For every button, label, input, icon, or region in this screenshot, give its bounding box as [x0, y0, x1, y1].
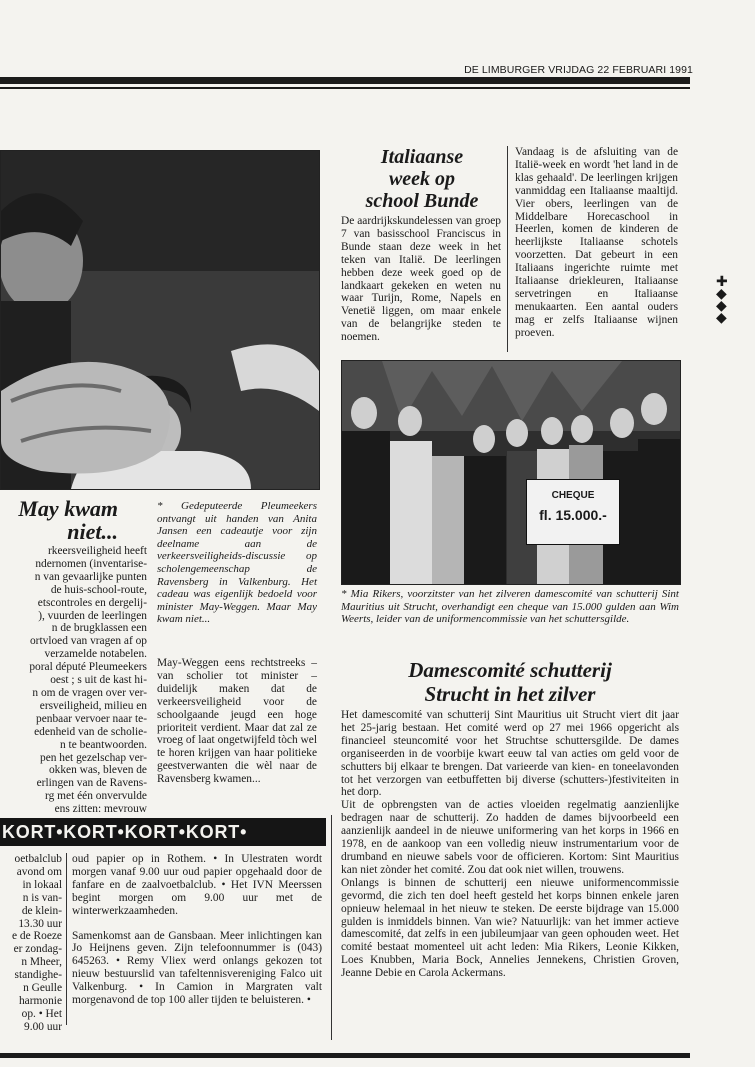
italy-col2: Vandaag is de afsluiting van de Italië-week en wordt 'het land in de klas gehaald'. De leerlingen krijgen vanmiddag een Italiaanse maaltijd. Vier obers, leerlingen van de Middelbare Horecaschool in Heerlen, komen de kinderen de heerlijkste Italiaanse schotels voorzetten. Dat gebeurt in een Italiaans ingerichte ruimte met Italiaanse driekleuren, Italiaanse servetringen en Italiaanse menukaarten. Een aantal ouders mag er zelfs Italiaanse wijnen proeven. — [515, 146, 678, 339]
dames-headline — [341, 658, 679, 706]
may-body-line: ens zitten: mevrouw — [54, 803, 147, 816]
may-body-line: rg met één onvervulde — [45, 790, 147, 803]
kort-banner — [0, 818, 326, 846]
photo-illustration — [1, 151, 319, 489]
kort-col1-line: oetbalclub — [14, 853, 62, 865]
italy-headline-line2: week op — [388, 168, 456, 190]
italy-headline-line1: Italiaanse — [380, 146, 464, 168]
column-divider — [507, 146, 508, 352]
may-body-line: poral député Pleumeekers — [29, 661, 147, 674]
may-body-line: erlingen van de Ravens- — [36, 777, 147, 790]
may-body-line: rkeersveiligheid heeft — [48, 545, 147, 557]
kort-col1-line: standighe- — [14, 969, 62, 982]
kort-col1-line: er zondag- — [13, 943, 62, 956]
may-body-line: n om de vragen over ver- — [32, 686, 147, 699]
may-body-line: penbaar vervoer naar te- — [36, 712, 147, 725]
dames-paragraph-3: Onlangs is binnen de schutterij een nieuwe uniformencommissie gevormd, die zich ten doel heeft gesteld het korps binnen enkele jaren opnieuw helemaal in het nieuw te steken. De eerste bijdrage van 15.000 gulden is inmiddels binnen. Van wie? Natuurlijk: van het immer actieve damescomité, dat zelfs in een jubileumjaar van geen ophouden weet. Het comité bestaat momenteel uit acht leden: Mia Rikers, Leonie Kikken, Loes Knubben, Maria Bock, Annelies Jennekens, Christien Groven, Jeanne Debie en Carola Ackermans. — [341, 876, 679, 980]
kort-col1-line: 13.30 uur — [18, 917, 62, 930]
kort-col1-lines — [0, 853, 62, 1034]
pleumeekers-photo — [0, 150, 320, 490]
cheque-label: CHEQUE — [551, 490, 595, 501]
may-body-line: n van gevaarlijke punten — [34, 570, 147, 583]
may-body-line: ndernomen (inventarise- — [35, 557, 147, 570]
kort-col1-line: in lokaal — [22, 878, 62, 891]
dames-paragraph-2: Uit de opbrengsten van de acties vloeiden regelmatig aanzienlijke bedragen naar de schutterij. Zo hadden de dames bijvoorbeeld een aanzienlijk aandeel in de nieuwe uniformering van het korps in 1966 en 1978, en de aankoop van een volledig nieuw instrumentarium voor de drumband en nieuwe sabels voor de officieren. Kortom: Sint Mauritius kan niet zònder het comité. Zou dat ook niet willen, trouwens. — [341, 799, 679, 876]
italy-col1: De aardrijkskundelessen van groep 7 van basisschool Franciscus in Bunde staan deze week in het teken van Italië. De leerlingen hebben deze week goed op de landkaart gekeken en weten nu waar Turijn, Rome, Napels en Venetië liggen, om maar enkele van de belangrijke steden te noemen. — [341, 215, 501, 344]
dames-body — [341, 709, 679, 980]
italy-headline — [343, 146, 501, 212]
cheque-caption: * Mia Rikers, voorzitster van het zilveren damescomité van schutterij Sint Mauritius uit Strucht, overhandigt een cheque van 15.000 gulden aan Wim Weerts, leider van de uniformencommissie van het schuttersgilde. — [341, 588, 679, 626]
kort-col2 — [72, 853, 322, 1007]
may-headline-line2: niet... — [67, 519, 118, 544]
cheque-board — [526, 479, 620, 545]
kort-col1-line: avond om — [16, 865, 62, 878]
may-body-lines — [0, 545, 147, 816]
kort-divider — [66, 853, 67, 1025]
may-body-line: edenheid van de scholie- — [34, 725, 147, 738]
may-body — [0, 545, 147, 816]
may-body-line: ), vuurden de leerlingen — [38, 609, 147, 622]
group-photo-illustration — [342, 361, 680, 584]
kort-col2-paragraph-1: oud papier op in Rothem. • In Ulestraten wordt morgen vanaf 9.00 uur oud papier opgehaald door de fanfare en de zaalvoetbalclub. • Het IVN Meerssen begint morgen om 9.00 uur met de winterwerkzaamheden. — [72, 853, 322, 917]
cheque-amount: fl. 15.000.- — [539, 507, 607, 523]
masthead-rule-thin — [0, 87, 690, 89]
dames-headline-line1: Damescomité schutterij — [408, 658, 612, 682]
masthead-rule — [0, 77, 690, 84]
may-body-line: verzamelde notabelen. — [44, 648, 147, 661]
may-headline-line1: May kwam — [18, 496, 118, 521]
may-caption: * Gedeputeerde Pleumeekers ontvangt uit handen van Anita Jansen een cadeautje voor zijn deelname aan de verkeersveiligheids-discussie op scholengemeenschap de Ravensberg in Valkenburg. Het cadeau was eigenlijk bedoeld voor minister May-Weggen. Maar May kwam niet... — [157, 500, 317, 626]
kort-col1-line: e de Roeze — [12, 930, 62, 943]
kort-col1-line: n Mheer, — [21, 956, 62, 969]
masthead: DE LIMBURGER VRIJDAG 22 FEBRUARI 1991 — [464, 64, 693, 76]
kort-col1 — [0, 853, 62, 1034]
kort-col2-paragraph-2: Samenkomst aan de Gansbaan. Meer inlichtingen kan Jo Heijnens geven. Zijn telefoonnummer is (043) 645263. • Remy Vliex werd onlangs gekozen tot nieuw bestuurslid van tafeltennisvereniging Falco uit Valkenburg. • In Camion in Margraten valt morgenavond de top 100 aller tijden te beluisteren. • — [72, 929, 322, 1007]
kort-banner-text: KORT•KORT•KORT•KORT• — [2, 822, 248, 842]
may-body-line: ortvloed van vragen af op — [29, 635, 147, 648]
may-body-line: ersveiligheid, milieu en — [39, 699, 147, 712]
kort-col1-line: op. • Het — [21, 1007, 62, 1020]
kort-col1-line: de klein- — [21, 904, 62, 917]
dames-headline-line2: Strucht in het zilver — [424, 682, 596, 706]
section-divider — [331, 815, 332, 1040]
may-body-line: okken was, bleven de — [48, 764, 147, 777]
kort-col1-line: n is van- — [22, 891, 62, 904]
may-headline — [0, 497, 148, 543]
may-body-line: de huis-school-route, — [50, 583, 147, 596]
kort-col1-line: harmonie — [18, 994, 62, 1007]
may-body-line: n de brugklassen een — [51, 622, 147, 635]
kort-col1-line: n Geulle — [23, 982, 62, 995]
cheque-photo — [341, 360, 681, 585]
may-body-line: oest ; s uit de kast hi- — [50, 674, 147, 687]
may-continuation: May-Weggen eens rechtstreeks – van scholier tot minister – duidelijk maken dat de verkeersveiligheid voor de schoolgaande jeugd een hoge prioriteit verdient. Maar dat zal ze vroeg of laat ongetwijfeld tòch wel te horen krijgen van haar politieke geestverwanten die wèl naar de Ravensberg kwamen... — [157, 657, 317, 786]
may-body-line: pen het gezelschap ver- — [40, 751, 147, 764]
may-body-line: n te beantwoorden. — [60, 738, 147, 751]
may-body-line: etscontroles en dergelij- — [37, 596, 147, 609]
kort-col1-line: 9.00 uur — [24, 1020, 62, 1033]
bottom-rule — [0, 1053, 690, 1058]
margin-mark: ✚ ◆ ◆ ◆ — [716, 274, 728, 326]
italy-headline-line3: school Bunde — [365, 190, 479, 212]
dames-paragraph-1: Het damescomité van schutterij Sint Mauritius uit Strucht viert dit jaar het 25-jarig bestaan. Het comité werd op 27 mei 1966 opgericht als financieel steuncomité voor het Struchtse schuttersgilde. De dames organiseerden in de voorbije kwart eeuw tal van acties om geld voor de schutters bij elkaar te brengen. Dat varieerde van kien- en toneelavonden tot het verzorgen van eetbuffetten bij diverse (schutters-)festiviteiten in het dorp. — [341, 709, 679, 799]
